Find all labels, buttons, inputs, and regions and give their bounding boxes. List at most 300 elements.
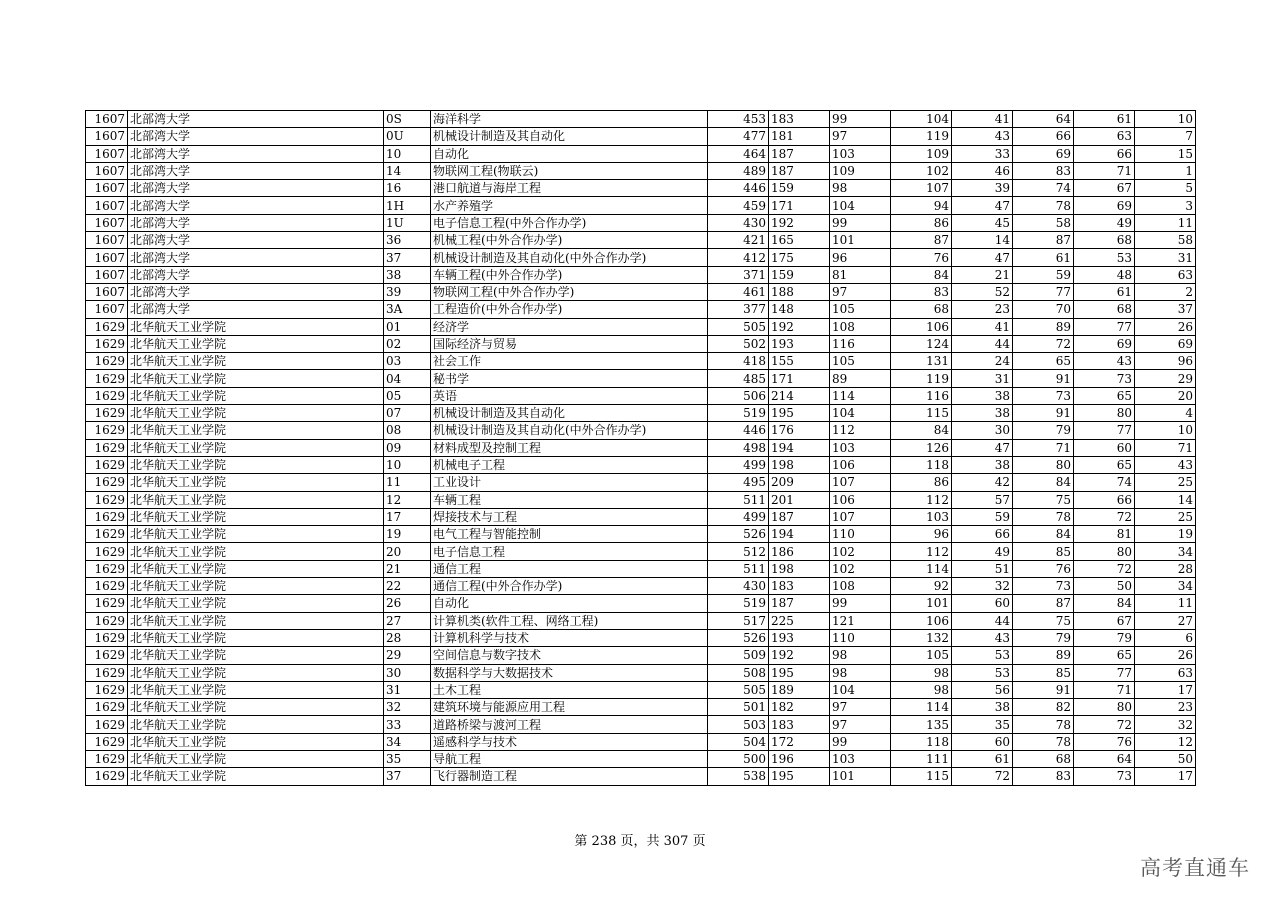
school-name-cell: 北华航天工业学院 — [128, 578, 384, 595]
score-col-2-cell: 198 — [769, 456, 830, 473]
school-code-cell: 1607 — [86, 249, 128, 266]
score-col-8-cell: 32 — [1135, 716, 1196, 733]
total-score-cell: 508 — [708, 664, 769, 681]
major-code-cell: 38 — [384, 266, 431, 283]
score-col-6-cell: 87 — [1013, 595, 1074, 612]
score-col-2-cell: 209 — [769, 474, 830, 491]
major-name-cell: 电子信息工程(中外合作办学) — [431, 214, 708, 231]
major-code-cell: 01 — [384, 318, 431, 335]
score-col-4-cell: 109 — [891, 145, 952, 162]
score-col-5-cell: 60 — [952, 595, 1013, 612]
score-col-2-cell: 171 — [769, 370, 830, 387]
score-col-3-cell: 101 — [830, 232, 891, 249]
table-row — [86, 180, 1196, 197]
total-score-cell: 519 — [708, 405, 769, 422]
major-name-cell: 物联网工程(物联云) — [431, 162, 708, 179]
major-name-cell: 机械设计制造及其自动化 — [431, 128, 708, 145]
score-col-8-cell: 10 — [1135, 111, 1196, 128]
school-name-cell: 北华航天工业学院 — [128, 318, 384, 335]
score-col-3-cell: 97 — [830, 128, 891, 145]
school-name-cell: 北部湾大学 — [128, 180, 384, 197]
school-code-cell: 1607 — [86, 128, 128, 145]
major-name-cell: 英语 — [431, 387, 708, 404]
school-code-cell: 1607 — [86, 214, 128, 231]
score-col-7-cell: 61 — [1074, 283, 1135, 300]
score-col-2-cell: 192 — [769, 318, 830, 335]
score-col-3-cell: 99 — [830, 111, 891, 128]
score-col-6-cell: 68 — [1013, 750, 1074, 767]
score-col-3-cell: 99 — [830, 733, 891, 750]
score-col-4-cell: 106 — [891, 318, 952, 335]
school-code-cell: 1629 — [86, 629, 128, 646]
school-code-cell: 1629 — [86, 733, 128, 750]
total-score-cell: 503 — [708, 716, 769, 733]
score-col-5-cell: 49 — [952, 543, 1013, 560]
school-code-cell: 1607 — [86, 301, 128, 318]
score-col-3-cell: 105 — [830, 353, 891, 370]
score-col-4-cell: 114 — [891, 699, 952, 716]
score-col-6-cell: 77 — [1013, 283, 1074, 300]
score-col-6-cell: 89 — [1013, 318, 1074, 335]
score-col-2-cell: 181 — [769, 128, 830, 145]
score-col-6-cell: 79 — [1013, 422, 1074, 439]
score-col-4-cell: 98 — [891, 681, 952, 698]
score-col-6-cell: 85 — [1013, 543, 1074, 560]
total-score-cell: 485 — [708, 370, 769, 387]
major-code-cell: 04 — [384, 370, 431, 387]
school-name-cell: 北华航天工业学院 — [128, 335, 384, 352]
school-name-cell: 北部湾大学 — [128, 266, 384, 283]
score-col-8-cell: 19 — [1135, 526, 1196, 543]
score-col-4-cell: 76 — [891, 249, 952, 266]
score-col-4-cell: 92 — [891, 578, 952, 595]
score-col-7-cell: 65 — [1074, 387, 1135, 404]
score-col-7-cell: 64 — [1074, 750, 1135, 767]
score-col-5-cell: 24 — [952, 353, 1013, 370]
school-name-cell: 北部湾大学 — [128, 301, 384, 318]
score-col-8-cell: 10 — [1135, 422, 1196, 439]
score-col-2-cell: 171 — [769, 197, 830, 214]
score-col-8-cell: 6 — [1135, 629, 1196, 646]
table-body — [86, 111, 1196, 786]
score-col-5-cell: 39 — [952, 180, 1013, 197]
major-code-cell: 17 — [384, 508, 431, 525]
school-code-cell: 1629 — [86, 318, 128, 335]
school-name-cell: 北华航天工业学院 — [128, 681, 384, 698]
school-name-cell: 北华航天工业学院 — [128, 456, 384, 473]
table-row — [86, 111, 1196, 128]
total-score-cell: 446 — [708, 422, 769, 439]
table-row — [86, 197, 1196, 214]
score-col-7-cell: 69 — [1074, 335, 1135, 352]
total-score-cell: 500 — [708, 750, 769, 767]
school-name-cell: 北华航天工业学院 — [128, 439, 384, 456]
school-name-cell: 北华航天工业学院 — [128, 647, 384, 664]
major-name-cell: 工程造价(中外合作办学) — [431, 301, 708, 318]
score-col-8-cell: 15 — [1135, 145, 1196, 162]
major-name-cell: 国际经济与贸易 — [431, 335, 708, 352]
table-row — [86, 128, 1196, 145]
school-name-cell: 北华航天工业学院 — [128, 353, 384, 370]
score-col-7-cell: 71 — [1074, 162, 1135, 179]
score-col-4-cell: 84 — [891, 422, 952, 439]
score-col-4-cell: 131 — [891, 353, 952, 370]
score-col-4-cell: 114 — [891, 560, 952, 577]
score-col-5-cell: 44 — [952, 612, 1013, 629]
score-col-2-cell: 187 — [769, 508, 830, 525]
major-name-cell: 电子信息工程 — [431, 543, 708, 560]
school-name-cell: 北部湾大学 — [128, 249, 384, 266]
score-col-4-cell: 83 — [891, 283, 952, 300]
score-col-4-cell: 126 — [891, 439, 952, 456]
table-row — [86, 422, 1196, 439]
total-score-cell: 446 — [708, 180, 769, 197]
score-col-7-cell: 50 — [1074, 578, 1135, 595]
score-col-4-cell: 115 — [891, 768, 952, 785]
score-col-8-cell: 25 — [1135, 508, 1196, 525]
school-code-cell: 1629 — [86, 595, 128, 612]
major-code-cell: 32 — [384, 699, 431, 716]
school-name-cell: 北华航天工业学院 — [128, 387, 384, 404]
school-code-cell: 1629 — [86, 699, 128, 716]
school-name-cell: 北华航天工业学院 — [128, 422, 384, 439]
score-col-2-cell: 198 — [769, 560, 830, 577]
score-col-6-cell: 76 — [1013, 560, 1074, 577]
total-score-cell: 430 — [708, 214, 769, 231]
school-name-cell: 北部湾大学 — [128, 214, 384, 231]
table-row — [86, 405, 1196, 422]
major-code-cell: 28 — [384, 629, 431, 646]
score-col-7-cell: 65 — [1074, 647, 1135, 664]
major-code-cell: 10 — [384, 456, 431, 473]
score-col-5-cell: 14 — [952, 232, 1013, 249]
score-col-2-cell: 165 — [769, 232, 830, 249]
score-col-8-cell: 23 — [1135, 699, 1196, 716]
major-name-cell: 秘书学 — [431, 370, 708, 387]
score-col-3-cell: 101 — [830, 768, 891, 785]
total-score-cell: 418 — [708, 353, 769, 370]
score-col-4-cell: 86 — [891, 214, 952, 231]
school-code-cell: 1629 — [86, 491, 128, 508]
score-col-8-cell: 58 — [1135, 232, 1196, 249]
major-name-cell: 车辆工程(中外合作办学) — [431, 266, 708, 283]
score-col-4-cell: 116 — [891, 387, 952, 404]
major-name-cell: 焊接技术与工程 — [431, 508, 708, 525]
major-code-cell: 3A — [384, 301, 431, 318]
score-col-3-cell: 103 — [830, 750, 891, 767]
major-name-cell: 车辆工程 — [431, 491, 708, 508]
score-col-6-cell: 73 — [1013, 578, 1074, 595]
school-code-cell: 1629 — [86, 474, 128, 491]
school-name-cell: 北华航天工业学院 — [128, 733, 384, 750]
school-name-cell: 北华航天工业学院 — [128, 699, 384, 716]
table-row — [86, 353, 1196, 370]
score-col-4-cell: 124 — [891, 335, 952, 352]
score-col-5-cell: 41 — [952, 318, 1013, 335]
score-col-2-cell: 192 — [769, 214, 830, 231]
school-name-cell: 北华航天工业学院 — [128, 560, 384, 577]
score-col-6-cell: 71 — [1013, 439, 1074, 456]
score-col-3-cell: 103 — [830, 145, 891, 162]
school-code-cell: 1629 — [86, 508, 128, 525]
score-col-8-cell: 96 — [1135, 353, 1196, 370]
major-code-cell: 12 — [384, 491, 431, 508]
major-name-cell: 材料成型及控制工程 — [431, 439, 708, 456]
score-col-6-cell: 83 — [1013, 162, 1074, 179]
score-col-3-cell: 105 — [830, 301, 891, 318]
score-col-4-cell: 118 — [891, 456, 952, 473]
score-col-2-cell: 183 — [769, 716, 830, 733]
major-name-cell: 计算机科学与技术 — [431, 629, 708, 646]
total-score-cell: 502 — [708, 335, 769, 352]
score-col-4-cell: 103 — [891, 508, 952, 525]
score-col-5-cell: 61 — [952, 750, 1013, 767]
total-score-cell: 412 — [708, 249, 769, 266]
major-name-cell: 机械电子工程 — [431, 456, 708, 473]
total-score-cell: 512 — [708, 543, 769, 560]
score-col-7-cell: 77 — [1074, 318, 1135, 335]
major-name-cell: 社会工作 — [431, 353, 708, 370]
score-col-8-cell: 11 — [1135, 214, 1196, 231]
school-name-cell: 北华航天工业学院 — [128, 612, 384, 629]
school-code-cell: 1607 — [86, 180, 128, 197]
score-col-8-cell: 17 — [1135, 768, 1196, 785]
score-col-5-cell: 23 — [952, 301, 1013, 318]
score-col-4-cell: 132 — [891, 629, 952, 646]
total-score-cell: 517 — [708, 612, 769, 629]
score-col-4-cell: 112 — [891, 491, 952, 508]
score-col-7-cell: 73 — [1074, 370, 1135, 387]
score-col-7-cell: 72 — [1074, 716, 1135, 733]
major-code-cell: 14 — [384, 162, 431, 179]
score-col-2-cell: 186 — [769, 543, 830, 560]
score-col-8-cell: 34 — [1135, 543, 1196, 560]
score-col-6-cell: 80 — [1013, 456, 1074, 473]
school-name-cell: 北部湾大学 — [128, 128, 384, 145]
score-col-5-cell: 56 — [952, 681, 1013, 698]
score-col-2-cell: 176 — [769, 422, 830, 439]
table-row — [86, 266, 1196, 283]
school-code-cell: 1629 — [86, 422, 128, 439]
major-name-cell: 工业设计 — [431, 474, 708, 491]
school-code-cell: 1607 — [86, 162, 128, 179]
score-col-7-cell: 79 — [1074, 629, 1135, 646]
score-col-8-cell: 37 — [1135, 301, 1196, 318]
score-col-8-cell: 17 — [1135, 681, 1196, 698]
score-col-8-cell: 69 — [1135, 335, 1196, 352]
table-row — [86, 733, 1196, 750]
score-col-8-cell: 12 — [1135, 733, 1196, 750]
table-row — [86, 491, 1196, 508]
score-col-3-cell: 110 — [830, 526, 891, 543]
school-code-cell: 1607 — [86, 283, 128, 300]
score-col-4-cell: 104 — [891, 111, 952, 128]
table-row — [86, 335, 1196, 352]
major-code-cell: 09 — [384, 439, 431, 456]
total-score-cell: 501 — [708, 699, 769, 716]
score-col-7-cell: 80 — [1074, 699, 1135, 716]
table-row — [86, 595, 1196, 612]
score-col-8-cell: 7 — [1135, 128, 1196, 145]
major-name-cell: 机械设计制造及其自动化(中外合作办学) — [431, 249, 708, 266]
total-score-cell: 430 — [708, 578, 769, 595]
score-col-3-cell: 81 — [830, 266, 891, 283]
school-code-cell: 1629 — [86, 560, 128, 577]
score-col-2-cell: 201 — [769, 491, 830, 508]
major-name-cell: 水产养殖学 — [431, 197, 708, 214]
total-score-cell: 461 — [708, 283, 769, 300]
table-row — [86, 387, 1196, 404]
score-col-5-cell: 38 — [952, 699, 1013, 716]
score-col-6-cell: 74 — [1013, 180, 1074, 197]
school-code-cell: 1607 — [86, 111, 128, 128]
major-code-cell: 16 — [384, 180, 431, 197]
score-col-4-cell: 98 — [891, 664, 952, 681]
score-col-4-cell: 112 — [891, 543, 952, 560]
score-col-2-cell: 214 — [769, 387, 830, 404]
score-col-4-cell: 105 — [891, 647, 952, 664]
major-code-cell: 11 — [384, 474, 431, 491]
score-col-6-cell: 75 — [1013, 491, 1074, 508]
major-name-cell: 海洋科学 — [431, 111, 708, 128]
school-name-cell: 北部湾大学 — [128, 197, 384, 214]
table-row — [86, 370, 1196, 387]
score-col-2-cell: 155 — [769, 353, 830, 370]
score-col-2-cell: 172 — [769, 733, 830, 750]
score-col-8-cell: 2 — [1135, 283, 1196, 300]
score-col-2-cell: 194 — [769, 526, 830, 543]
score-col-5-cell: 33 — [952, 145, 1013, 162]
school-name-cell: 北华航天工业学院 — [128, 474, 384, 491]
score-col-3-cell: 108 — [830, 318, 891, 335]
score-col-5-cell: 21 — [952, 266, 1013, 283]
score-col-7-cell: 48 — [1074, 266, 1135, 283]
school-name-cell: 北华航天工业学院 — [128, 370, 384, 387]
table-row — [86, 629, 1196, 646]
score-col-8-cell: 28 — [1135, 560, 1196, 577]
score-col-3-cell: 116 — [830, 335, 891, 352]
major-code-cell: 03 — [384, 353, 431, 370]
school-name-cell: 北华航天工业学院 — [128, 750, 384, 767]
score-col-3-cell: 106 — [830, 456, 891, 473]
score-col-8-cell: 43 — [1135, 456, 1196, 473]
score-col-5-cell: 30 — [952, 422, 1013, 439]
major-name-cell: 计算机类(软件工程、网络工程) — [431, 612, 708, 629]
score-col-5-cell: 72 — [952, 768, 1013, 785]
major-name-cell: 自动化 — [431, 145, 708, 162]
score-col-4-cell: 101 — [891, 595, 952, 612]
score-col-3-cell: 97 — [830, 699, 891, 716]
score-col-8-cell: 11 — [1135, 595, 1196, 612]
table-row — [86, 283, 1196, 300]
score-col-3-cell: 97 — [830, 283, 891, 300]
score-col-2-cell: 159 — [769, 266, 830, 283]
total-score-cell: 499 — [708, 508, 769, 525]
total-score-cell: 511 — [708, 491, 769, 508]
score-col-5-cell: 38 — [952, 387, 1013, 404]
score-col-3-cell: 121 — [830, 612, 891, 629]
score-col-7-cell: 73 — [1074, 768, 1135, 785]
score-col-5-cell: 47 — [952, 197, 1013, 214]
score-col-2-cell: 193 — [769, 335, 830, 352]
score-col-6-cell: 78 — [1013, 508, 1074, 525]
score-col-3-cell: 110 — [830, 629, 891, 646]
score-col-7-cell: 71 — [1074, 681, 1135, 698]
major-name-cell: 通信工程(中外合作办学) — [431, 578, 708, 595]
school-code-cell: 1629 — [86, 526, 128, 543]
score-col-3-cell: 98 — [830, 664, 891, 681]
school-code-cell: 1629 — [86, 716, 128, 733]
major-code-cell: 26 — [384, 595, 431, 612]
table-row — [86, 699, 1196, 716]
total-score-cell: 495 — [708, 474, 769, 491]
major-name-cell: 机械设计制造及其自动化 — [431, 405, 708, 422]
score-col-5-cell: 46 — [952, 162, 1013, 179]
page-number: 第 238 页，共 307 页 — [574, 834, 706, 849]
school-name-cell: 北华航天工业学院 — [128, 768, 384, 785]
score-col-5-cell: 66 — [952, 526, 1013, 543]
table-row — [86, 543, 1196, 560]
major-code-cell: 1U — [384, 214, 431, 231]
school-code-cell: 1607 — [86, 145, 128, 162]
score-col-2-cell: 225 — [769, 612, 830, 629]
score-col-6-cell: 89 — [1013, 647, 1074, 664]
school-code-cell: 1629 — [86, 370, 128, 387]
major-code-cell: 29 — [384, 647, 431, 664]
major-name-cell: 港口航道与海岸工程 — [431, 180, 708, 197]
admission-score-table — [85, 110, 1196, 786]
score-col-8-cell: 63 — [1135, 266, 1196, 283]
total-score-cell: 371 — [708, 266, 769, 283]
score-col-5-cell: 59 — [952, 508, 1013, 525]
score-col-6-cell: 87 — [1013, 232, 1074, 249]
score-col-4-cell: 118 — [891, 733, 952, 750]
score-col-6-cell: 91 — [1013, 681, 1074, 698]
score-col-2-cell: 159 — [769, 180, 830, 197]
school-name-cell: 北华航天工业学院 — [128, 595, 384, 612]
score-col-5-cell: 45 — [952, 214, 1013, 231]
score-col-8-cell: 71 — [1135, 439, 1196, 456]
major-name-cell: 遥感科学与技术 — [431, 733, 708, 750]
score-col-2-cell: 187 — [769, 145, 830, 162]
total-score-cell: 511 — [708, 560, 769, 577]
major-code-cell: 33 — [384, 716, 431, 733]
score-col-3-cell: 102 — [830, 560, 891, 577]
total-score-cell: 377 — [708, 301, 769, 318]
table-row — [86, 560, 1196, 577]
score-col-4-cell: 119 — [891, 128, 952, 145]
major-code-cell: 37 — [384, 249, 431, 266]
score-col-7-cell: 63 — [1074, 128, 1135, 145]
total-score-cell: 499 — [708, 456, 769, 473]
total-score-cell: 421 — [708, 232, 769, 249]
score-col-3-cell: 106 — [830, 491, 891, 508]
major-name-cell: 土木工程 — [431, 681, 708, 698]
major-code-cell: 39 — [384, 283, 431, 300]
major-name-cell: 物联网工程(中外合作办学) — [431, 283, 708, 300]
major-code-cell: 08 — [384, 422, 431, 439]
major-name-cell: 建筑环境与能源应用工程 — [431, 699, 708, 716]
school-code-cell: 1629 — [86, 335, 128, 352]
table-row — [86, 249, 1196, 266]
score-col-5-cell: 44 — [952, 335, 1013, 352]
school-code-cell: 1629 — [86, 681, 128, 698]
major-name-cell: 飞行器制造工程 — [431, 768, 708, 785]
score-col-4-cell: 94 — [891, 197, 952, 214]
score-col-3-cell: 98 — [830, 647, 891, 664]
score-col-6-cell: 61 — [1013, 249, 1074, 266]
score-col-2-cell: 193 — [769, 629, 830, 646]
